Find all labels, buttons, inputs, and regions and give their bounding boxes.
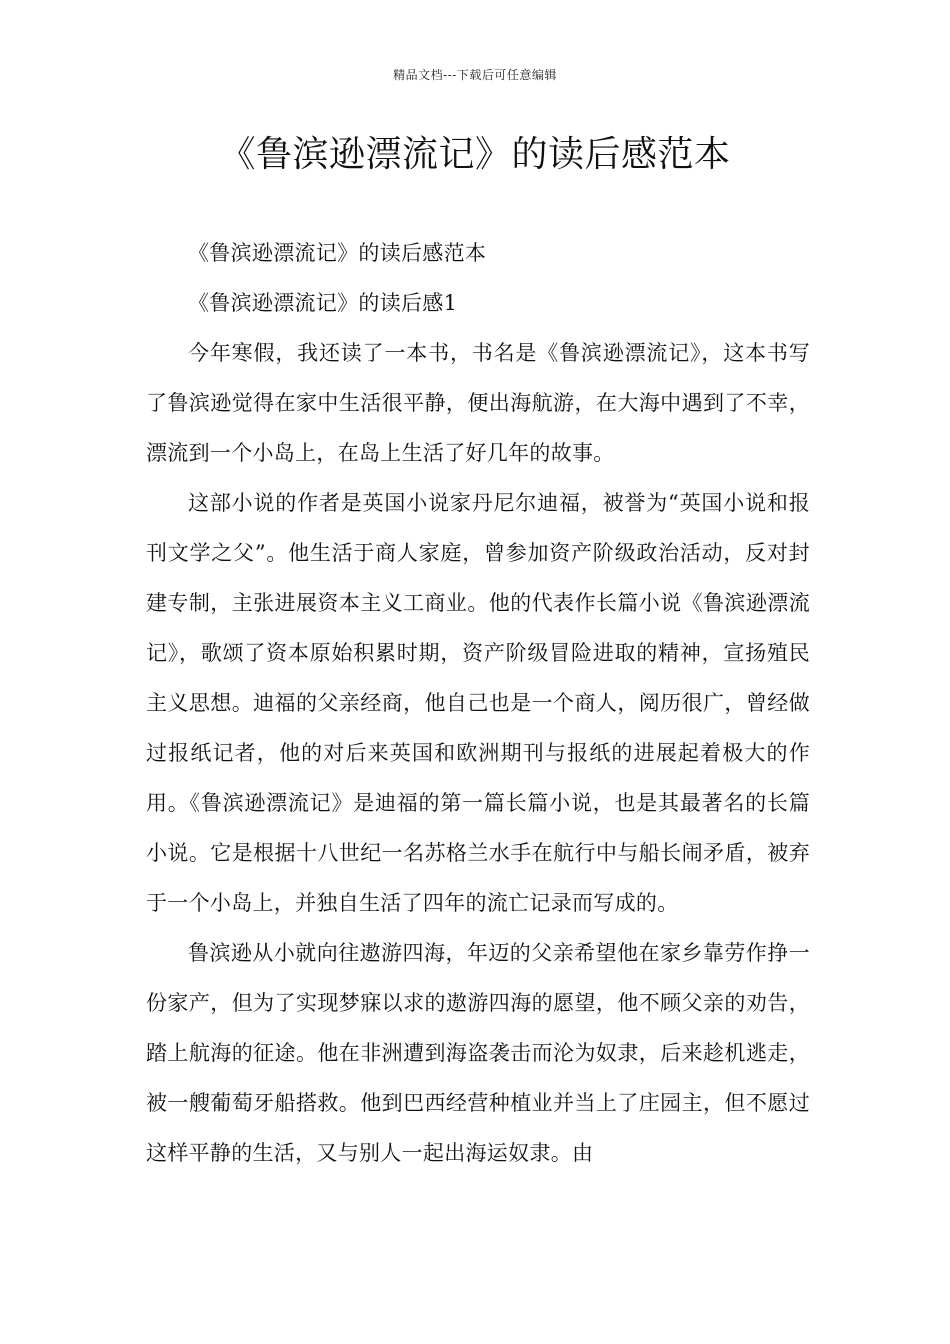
document-body: [146, 228, 810, 1178]
paragraph: 鲁滨逊从小就向往遨游四海，年迈的父亲希望他在家乡靠劳作挣一份家产，但为了实现梦寐以求的遨游四海的愿望，他不顾父亲的劝告，踏上航海的征途。他在非洲遭到海盗袭击而沦为奴隶，后来趁机逃走，被一艘葡萄牙船搭救。他到巴西经营种植业并当上了庄园主，但不愿过这样平静的生活，又与别人一起出海运奴隶。由: [146, 941, 810, 1165]
paragraph-subtitle: 《鲁滨逊漂流记》的读后感范本: [188, 241, 487, 265]
document-title: 《鲁滨逊漂流记》的读后感范本: [219, 134, 731, 175]
paragraph: 这部小说的作者是英国小说家丹尼尔迪福，被誉为“英国小说和报刊文学之父”。他生活于商人家庭，曾参加资产阶级政治活动，反对封建专制，主张进展资本主义工商业。他的代表作长篇小说《鲁滨逊漂流记》，歌颂了资本原始积累时期，资产阶级冒险进取的精神，宣扬殖民主义思想。迪福的父亲经商，他自己也是一个商人，阅历很广，曾经做过报纸记者，他的对后来英国和欧洲期刊与报纸的进展起着极大的作用。《鲁滨逊漂流记》是迪福的第一篇长篇小说，也是其最著名的长篇小说。它是根据十八世纪一名苏格兰水手在航行中与船长闹矛盾，被弃于一个小岛上，并独自生活了四年的流亡记录而写成的。: [146, 491, 810, 915]
header-note: 精品文档---下载后可任意编辑: [393, 68, 557, 82]
paragraph: 今年寒假，我还读了一本书，书名是《鲁滨逊漂流记》，这本书写了鲁滨逊觉得在家中生活很平静，便出海航游，在大海中遇到了不幸，漂流到一个小岛上，在岛上生活了好几年的故事。: [146, 341, 810, 465]
paragraph-section-heading: 《鲁滨逊漂流记》的读后感1: [188, 291, 458, 315]
